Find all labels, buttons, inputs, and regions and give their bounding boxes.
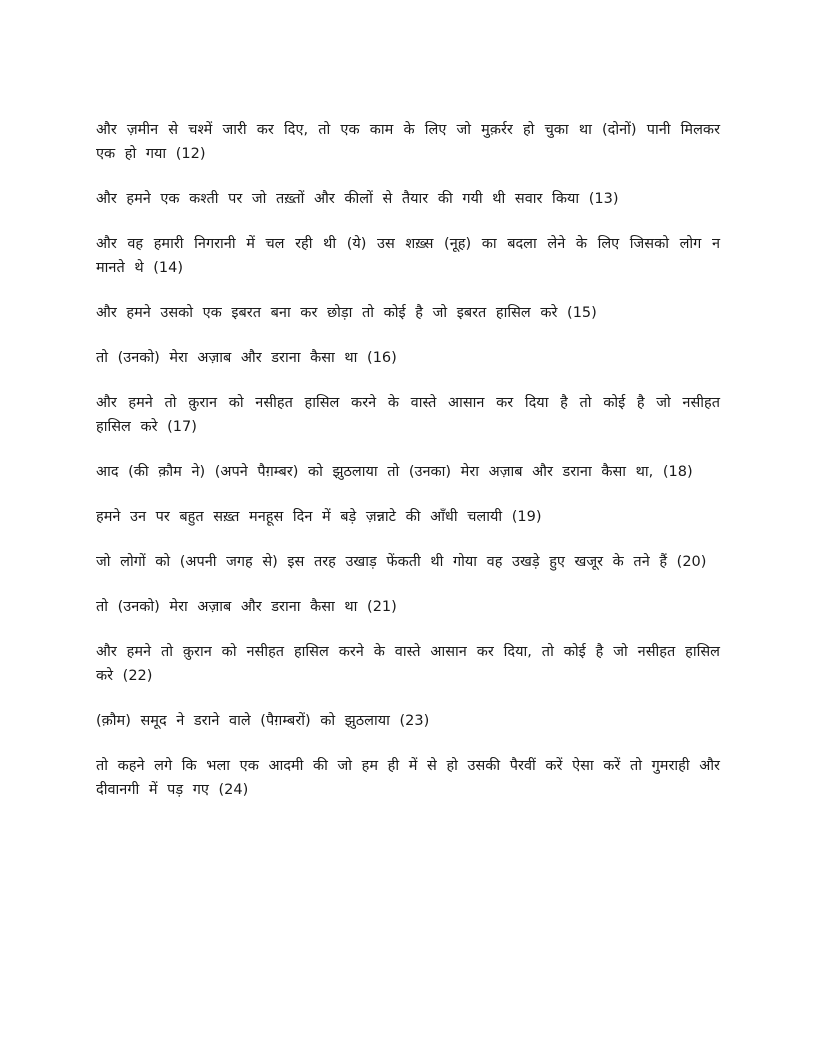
verse-22: और हमने तो क़ुरान को नसीहत हासिल करने के वास्ते आसान कर दिया, तो कोई है जो नसीहत हासिल करे (22) [96,644,720,684]
verse-21: तो (उनको) मेरा अज़ाब और डराना कैसा था (21) [96,599,397,615]
verse-list [96,118,720,823]
verse-20: जो लोगों को (अपनी जगह से) इस तरह उखाड़ फेंकती थी गोया वह उखड़े हुए खजूर के तने हैं (20) [96,554,707,570]
verse-24: तो कहने लगे कि भला एक आदमी की जो हम ही में से हो उसकी पैरवीं करें ऐसा करें तो गुमराही और दीवानगी में पड़ गए (24) [96,758,720,798]
verse-19: हमने उन पर बहुत सख़्त मनहूस दिन में बड़े ज़न्नाटे की आँधी चलायी (19) [96,509,542,525]
verse-14: और वह हमारी निगरानी में चल रही थी (ये) उस शख़्स (नूह) का बदला लेने के लिए जिसको लोग न मानते थे (14) [96,236,720,276]
verse-17: और हमने तो क़ुरान को नसीहत हासिल करने के वास्ते आसान कर दिया है तो कोई है जो नसीहत हासिल करे (17) [96,395,720,435]
verse-13: और हमने एक कश्ती पर जो तख़्तों और कीलों से तैयार की गयी थी सवार किया (13) [96,191,619,207]
verse-23: (क़ौम) समूद ने डराने वाले (पैग़म्बरों) को झुठलाया (23) [96,713,430,729]
verse-12: और ज़मीन से चश्में जारी कर दिए, तो एक काम के लिए जो मुक़र्रर हो चुका था (दोनों) पानी मिलकर एक हो गया (12) [96,122,720,162]
verse-18: आद (की क़ौम ने) (अपने पैग़म्बर) को झुठलाया तो (उनका) मेरा अज़ाब और डराना कैसा था, (18) [96,464,693,480]
verse-15: और हमने उसको एक इबरत बना कर छोड़ा तो कोई है जो इबरत हासिल करे (15) [96,305,597,321]
verse-16: तो (उनको) मेरा अज़ाब और डराना कैसा था (16) [96,350,397,366]
